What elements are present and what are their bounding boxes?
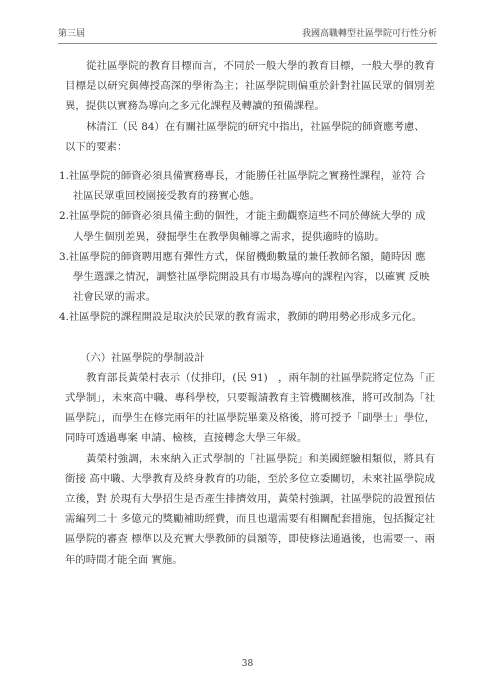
header-conference: 第三屆 [58,29,86,39]
list-item: 4.社區學院的課程開設是取決於民眾的教育需求，教師的聘用勢必形成多元化。 [59,311,423,324]
body-text [59,56,435,570]
paragraph-minister-statement: 黃榮村強調，未來納入正式學制的「社區學院」和美國經驗相類似，將具有銜接 高中職、大學教育及終身教育的功能，至於多位立委關切，未來社區學院成立後，對 於現有大學招生是否產生排擠效用，黃榮村強調，社區學院的設置預估需編列二十 多億元的獎勵補助經費，而且也還需要有相關配套措施，包括擬定社區學院的審查 標準以及充實大學教師的員額等，即使修法通過後，也需要一、兩年的時間才能全面 實施。 [65,452,435,566]
faculty-requirements-list [59,166,435,328]
list-item: 2.社區學院的師資必須具備主動的個性，才能主動觀察這些不同於傳統大學的 成人學生個別差異，發掘學生在教學與輔導之需求，提供適時的協助。 [59,210,426,243]
running-header [58,26,437,42]
list-item: 3.社區學院的師資聘用應有彈性方式，保留機動數量的兼任教師名額，隨時因 應學生選課之情況，調整社區學院開設具有市場為導向的課程內容，以確實 反映社會民眾的需求。 [59,250,430,304]
header-title: 我國高職轉型社區學院可行性分析 [301,29,437,39]
paragraph-faculty-intro: 林清江（民 84）在有關社區學院的研究中指出，社區學院的師資應考慮、以下的要素： [65,120,425,153]
paragraph-academic-system: 教育部長黃榮村表示（仗排印，(民 91) ，兩年制的社區學院將定位為「正式學制」，未來高中職、專科學校，只要報請教育主管機關核准，將可改制為「社區學院」，而學生在修完兩年的社區學院畢業及格後，將可授予「副學士」學位，同時可透過專案 申請、檢核，直接轉念大學三年級。 [65,371,435,445]
paragraph-education-goals: 從社區學院的教育目標而言，不同於一般大學的教育目標，一般大學的教育 目標是以研究與傳授高深的學術為主；社區學院則偏重於針對社區民眾的個別差 異，提供以實務為導向之多元化課程及轉讀的預備課程。 [65,60,435,113]
section-heading: （六）社區學院的學制設計 [80,351,205,364]
page-number: 38 [241,659,254,669]
header-divider [58,43,437,44]
list-item: 1.社區學院的師資必須具備實務專長，才能勝任社區學院之實務性課程，並符 合社區民眾重回校園接受教育的務實心態。 [59,170,426,203]
